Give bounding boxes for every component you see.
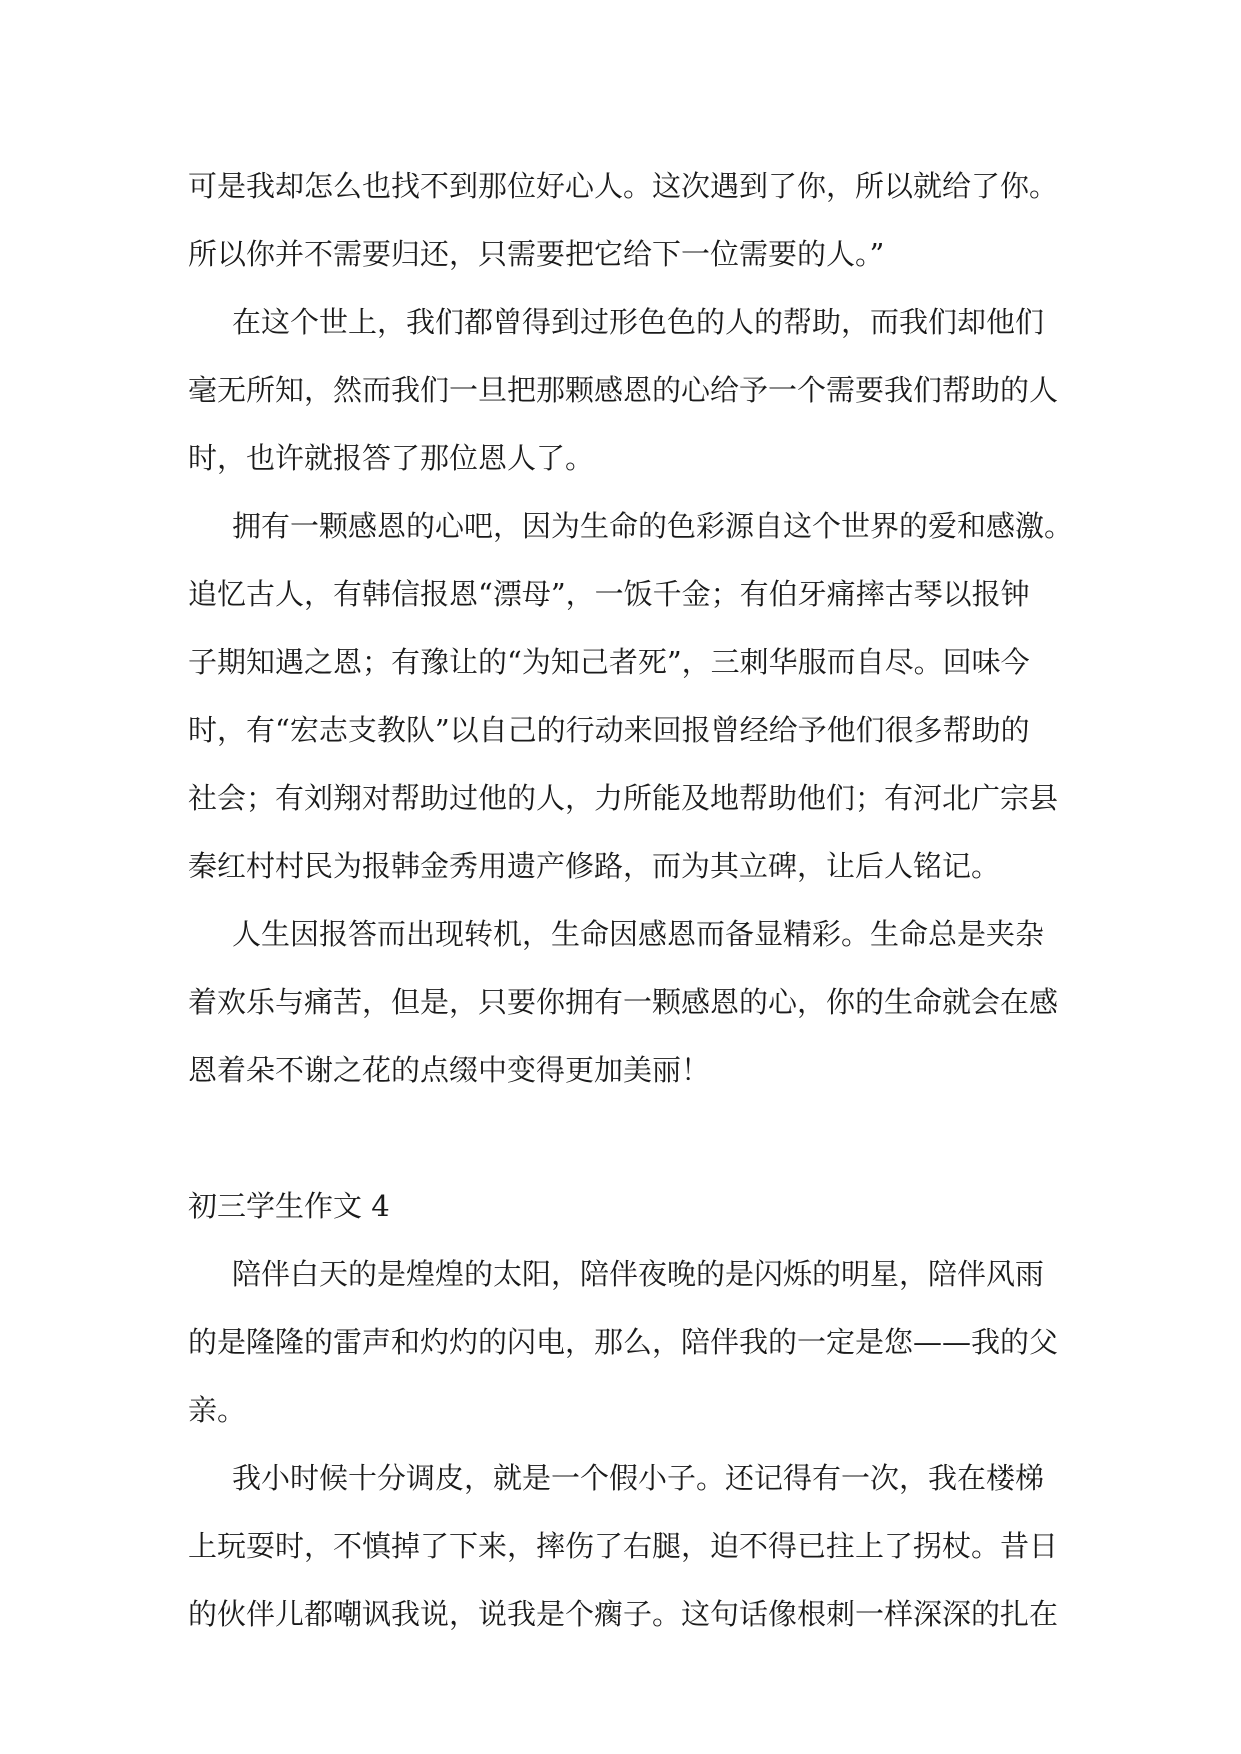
blank-line [188, 1104, 1068, 1172]
paragraph-start-line: 拥有一颗感恩的心吧，因为生命的色彩源自这个世界的爱和感激。 [232, 509, 1074, 543]
text-line: 时，有“宏志支教队”以自己的行动来回报曾经给予他们很多帮助的 [188, 713, 1030, 747]
text-line: 毫无所知，然而我们一旦把那颗感恩的心给予一个需要我们帮助的人 [188, 373, 1059, 407]
paragraph-start-line: 人生因报答而出现转机，生命因感恩而备显精彩。生命总是夹杂 [232, 917, 1045, 951]
text-line: 的是隆隆的雷声和灼灼的闪电，那么，陪伴我的一定是您——我的父 [188, 1325, 1059, 1359]
text-line: 追忆古人，有韩信报恩“漂母”，一饭千金；有伯牙痛摔古琴以报钟 [188, 577, 1030, 611]
text-line: 子期知遇之恩；有豫让的“为知己者死”，三刺华服而自尽。回味今 [188, 645, 1030, 679]
section-heading: 初三学生作文 4 [188, 1189, 390, 1223]
text-line: 着欢乐与痛苦，但是，只要你拥有一颗感恩的心，你的生命就会在感 [188, 985, 1059, 1019]
text-line: 恩着朵不谢之花的点缀中变得更加美丽！ [188, 1053, 711, 1087]
paragraph-start-line: 我小时候十分调皮，就是一个假小子。还记得有一次，我在楼梯 [232, 1461, 1045, 1495]
paragraph-start-line: 在这个世上，我们都曾得到过形色色的人的帮助，而我们却他们 [232, 305, 1045, 339]
text-line: 可是我却怎么也找不到那位好心人。这次遇到了你，所以就给了你。 [188, 169, 1059, 203]
text-line: 时，也许就报答了那位恩人了。 [188, 441, 595, 475]
paragraph-start-line: 陪伴白天的是煌煌的太阳，陪伴夜晚的是闪烁的明星，陪伴风雨 [232, 1257, 1045, 1291]
document-body [188, 152, 1074, 1648]
text-line: 上玩耍时，不慎掉了下来，摔伤了右腿，迫不得已拄上了拐杖。昔日 [188, 1529, 1059, 1563]
text-line: 秦红村村民为报韩金秀用遗产修路，而为其立碑，让后人铭记。 [188, 849, 1001, 883]
text-line: 社会；有刘翔对帮助过他的人，力所能及地帮助他们；有河北广宗县 [188, 781, 1059, 815]
text-line: 亲。 [188, 1393, 247, 1427]
text-line: 所以你并不需要归还，只需要把它给下一位需要的人。” [188, 237, 885, 271]
text-line: 的伙伴儿都嘲讽我说，说我是个瘸子。这句话像根刺一样深深的扎在 [188, 1597, 1059, 1631]
